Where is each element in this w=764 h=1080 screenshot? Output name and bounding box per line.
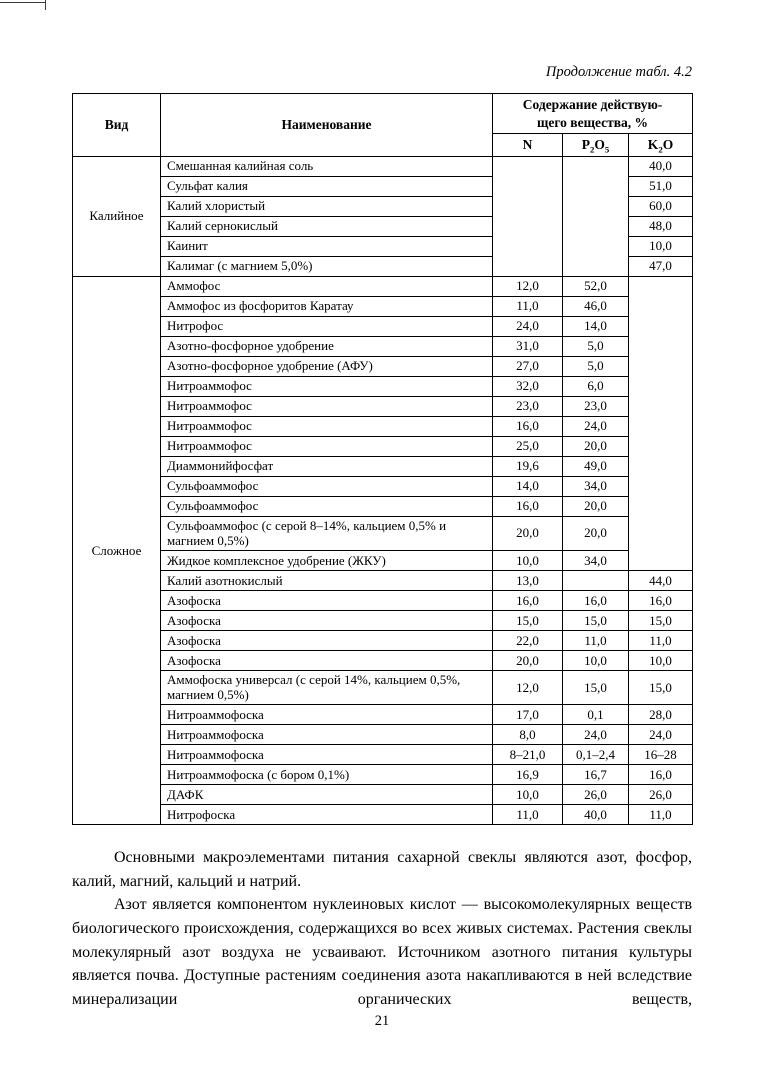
fertilizer-table-header [73,94,693,157]
header-col-type: Вид [73,94,161,157]
fertilizer-name-cell: Нитроаммофоска [161,705,493,725]
header-col-n: N [493,134,563,157]
value-cell-p: 34,0 [563,476,629,496]
value-cell-k: 11,0 [629,630,693,650]
fertilizer-name-cell: Калий сернокислый [161,216,493,236]
table-row [73,216,693,236]
fertilizer-name-cell: Сульфат калия [161,176,493,196]
value-cell-p: 40,0 [563,805,629,825]
fertilizer-name-cell: Азотно-фосфорное удобрение (АФУ) [161,356,493,376]
header-col-content [493,94,693,134]
table-row [73,436,693,456]
value-cell-p: 16,0 [563,590,629,610]
value-cell-k: 16,0 [629,765,693,785]
fertilizer-name-cell: Нитроаммофоска (с бором 0,1%) [161,765,493,785]
value-cell-k [629,416,693,436]
fertilizer-table-body [73,156,693,824]
table-row [73,805,693,825]
header-col-k [629,134,693,157]
k-label-base1: K [647,137,659,153]
table-row [73,176,693,196]
fertilizer-name-cell: ДАФК [161,785,493,805]
value-cell-p [563,156,629,176]
k-label-sub1: 2 [658,144,663,155]
fertilizer-name-cell: Аммофос из фосфоритов Каратау [161,296,493,316]
value-cell-n: 8,0 [493,725,563,745]
value-cell-n: 12,0 [493,276,563,296]
value-cell-p: 20,0 [563,436,629,456]
table-row [73,376,693,396]
value-cell-k: 10,0 [629,236,693,256]
fertilizer-name-cell: Азофоска [161,630,493,650]
table-row [73,416,693,436]
group-type-cell: Калийное [73,156,161,276]
value-cell-k [629,550,693,570]
fertilizer-name-cell: Калий хлористый [161,196,493,216]
table-row [73,725,693,745]
value-cell-p: 20,0 [563,496,629,516]
value-cell-p: 20,0 [563,516,629,550]
value-cell-p: 15,0 [563,670,629,704]
value-cell-p: 24,0 [563,416,629,436]
fertilizer-name-cell: Нитроаммофос [161,436,493,456]
table-row [73,196,693,216]
fertilizer-name-cell: Диаммонийфосфат [161,456,493,476]
table-row [73,785,693,805]
value-cell-p: 46,0 [563,296,629,316]
fertilizer-name-cell: Калимаг (с магнием 5,0%) [161,256,493,276]
table-row [73,296,693,316]
fertilizer-name-cell: Азофоска [161,650,493,670]
table-row [73,396,693,416]
value-cell-n [493,156,563,176]
value-cell-k [629,336,693,356]
fertilizer-name-cell: Нитрофос [161,316,493,336]
value-cell-p: 26,0 [563,785,629,805]
value-cell-n: 10,0 [493,550,563,570]
value-cell-n: 24,0 [493,316,563,336]
k-label-base2: O [662,137,674,153]
value-cell-n: 8–21,0 [493,745,563,765]
value-cell-p: 14,0 [563,316,629,336]
group-type-cell: Сложное [73,276,161,824]
table-row [73,610,693,630]
body-text-block [72,846,692,1012]
table-row [73,156,693,176]
value-cell-n: 13,0 [493,570,563,590]
value-cell-k [629,296,693,316]
fertilizer-name-cell: Нитроаммофоска [161,725,493,745]
fertilizer-name-cell: Нитрофоска [161,805,493,825]
value-cell-k: 16,0 [629,590,693,610]
value-cell-p: 0,1 [563,705,629,725]
value-cell-k: 10,0 [629,650,693,670]
value-cell-k: 44,0 [629,570,693,590]
value-cell-n: 16,9 [493,765,563,785]
value-cell-n: 19,6 [493,456,563,476]
value-cell-n: 20,0 [493,650,563,670]
fertilizer-name-cell: Нитроаммофос [161,396,493,416]
table-row [73,550,693,570]
table-row [73,570,693,590]
value-cell-p [563,236,629,256]
value-cell-n: 32,0 [493,376,563,396]
header-content-line1: Содержание действую- [522,97,663,112]
value-cell-p [563,176,629,196]
value-cell-n: 16,0 [493,590,563,610]
value-cell-n [493,236,563,256]
fertilizer-name-cell: Азофоска [161,590,493,610]
table-row [73,316,693,336]
table-row [73,356,693,376]
value-cell-k [629,316,693,336]
value-cell-p: 5,0 [563,356,629,376]
value-cell-k: 60,0 [629,196,693,216]
value-cell-n: 23,0 [493,396,563,416]
table-row [73,650,693,670]
page-number: 21 [374,1013,390,1029]
value-cell-n [493,256,563,276]
value-cell-k [629,396,693,416]
value-cell-k [629,476,693,496]
value-cell-k [629,376,693,396]
value-cell-n: 14,0 [493,476,563,496]
value-cell-p: 24,0 [563,725,629,745]
fertilizer-name-cell: Азофоска [161,610,493,630]
fertilizer-name-cell: Аммофоска универсал (с серой 14%, кальцием 0,5%, магнием 0,5%) [161,670,493,704]
value-cell-k: 48,0 [629,216,693,236]
scan-artifact-line [0,2,46,3]
paragraph: Азот является компонентом нуклеиновых кислот — высокомолекулярных веществ биологического происхождения, содержащихся во всех живых системах. Растения свеклы молекулярный азот воздуха не усваивают. Источником азотного питания культуры является почва. Доступные растениям соединения азота накапливаются в ней вследствие минерализации органических веществ, [72,896,692,1009]
value-cell-p: 15,0 [563,610,629,630]
value-cell-n: 22,0 [493,630,563,650]
table-row [73,765,693,785]
value-cell-k [629,496,693,516]
value-cell-p: 0,1–2,4 [563,745,629,765]
value-cell-k: 24,0 [629,725,693,745]
value-cell-k: 26,0 [629,785,693,805]
table-row [73,670,693,704]
value-cell-k [629,276,693,296]
value-cell-n [493,196,563,216]
fertilizer-name-cell: Сульфоаммофос [161,496,493,516]
table-row [73,516,693,550]
fertilizer-name-cell: Нитроаммофос [161,416,493,436]
value-cell-k: 15,0 [629,670,693,704]
fertilizer-name-cell: Аммофос [161,276,493,296]
table-row [73,630,693,650]
value-cell-k [629,516,693,550]
value-cell-k: 11,0 [629,805,693,825]
value-cell-n: 25,0 [493,436,563,456]
value-cell-p: 11,0 [563,630,629,650]
table-continuation-label: Продолжение табл. 4.2 [545,64,692,80]
value-cell-k: 28,0 [629,705,693,725]
value-cell-k: 16–28 [629,745,693,765]
table-row [73,590,693,610]
table-row [73,276,693,296]
value-cell-n [493,216,563,236]
value-cell-n [493,176,563,196]
fertilizer-name-cell: Азотно-фосфорное удобрение [161,336,493,356]
value-cell-p: 5,0 [563,336,629,356]
value-cell-p: 49,0 [563,456,629,476]
fertilizer-name-cell: Смешанная калийная соль [161,156,493,176]
table-row [73,336,693,356]
fertilizer-table [72,93,693,825]
fertilizer-name-cell: Сульфоаммофос (с серой 8–14%, кальцием 0,5% и магнием 0,5%) [161,516,493,550]
value-cell-p: 52,0 [563,276,629,296]
value-cell-k [629,436,693,456]
value-cell-p [563,216,629,236]
table-row [73,236,693,256]
value-cell-n: 15,0 [493,610,563,630]
fertilizer-name-cell: Нитроаммофос [161,376,493,396]
p-label-base2: O [594,137,605,153]
table-row [73,456,693,476]
p-label-sub2: 5 [604,144,610,155]
p-label-sub1: 2 [589,144,595,155]
header-col-p [563,134,629,157]
value-cell-n: 20,0 [493,516,563,550]
scan-artifact-line [45,0,46,10]
p-label-base1: P [581,137,590,153]
fertilizer-name-cell: Сульфоаммофос [161,476,493,496]
table-row [73,705,693,725]
value-cell-k: 47,0 [629,256,693,276]
header-row-main [73,94,693,134]
fertilizer-name-cell: Калий азотнокислый [161,570,493,590]
value-cell-n: 11,0 [493,805,563,825]
table-row [73,745,693,765]
value-cell-n: 27,0 [493,356,563,376]
value-cell-n: 12,0 [493,670,563,704]
value-cell-k [629,356,693,376]
value-cell-k: 15,0 [629,610,693,630]
value-cell-k: 40,0 [629,156,693,176]
value-cell-n: 10,0 [493,785,563,805]
value-cell-n: 11,0 [493,296,563,316]
header-col-name: Наименование [161,94,493,157]
value-cell-p [563,256,629,276]
header-content-line2: щего вещества, % [536,114,649,130]
fertilizer-name-cell: Каинит [161,236,493,256]
value-cell-p: 6,0 [563,376,629,396]
table-row [73,476,693,496]
value-cell-p: 23,0 [563,396,629,416]
paragraph: Основными макроэлементами питания сахарной свеклы являются азот, фосфор, калий, магний, кальций и натрий. [72,849,692,890]
value-cell-k [629,456,693,476]
value-cell-n: 17,0 [493,705,563,725]
table-row [73,256,693,276]
value-cell-n: 16,0 [493,496,563,516]
value-cell-n: 31,0 [493,336,563,356]
value-cell-p [563,196,629,216]
value-cell-p [563,570,629,590]
value-cell-k: 51,0 [629,176,693,196]
value-cell-n: 16,0 [493,416,563,436]
fertilizer-name-cell: Жидкое комплексное удобрение (ЖКУ) [161,550,493,570]
value-cell-p: 34,0 [563,550,629,570]
value-cell-p: 10,0 [563,650,629,670]
value-cell-p: 16,7 [563,765,629,785]
table-row [73,496,693,516]
fertilizer-name-cell: Нитроаммофоска [161,745,493,765]
